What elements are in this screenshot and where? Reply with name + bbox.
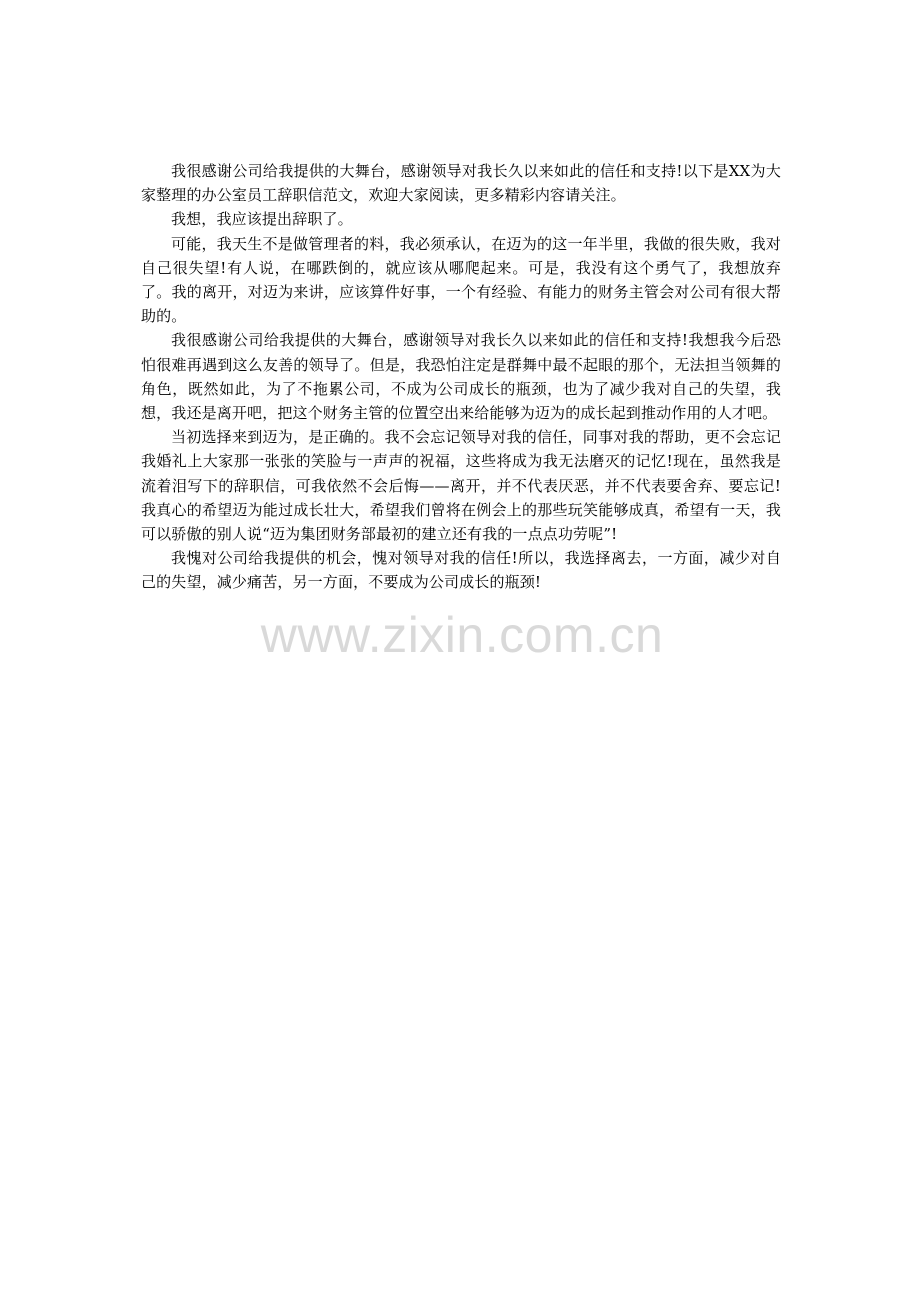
paragraph-conclusion: 我愧对公司给我提供的机会，愧对领导对我的信任!所以，我选择离去，一方面，减少对自己的失望，减少痛苦，另一方面，不要成为公司成长的瓶颈!	[141, 549, 781, 592]
document-body	[141, 159, 781, 595]
paragraph-intro: 我很感谢公司给我提供的大舞台，感谢领导对我长久以来如此的信任和支持!以下是XX为大家整理的办公室员工辞职信范文，欢迎大家阅读，更多精彩内容请关注。	[141, 162, 781, 205]
paragraph-gratitude: 我很感谢公司给我提供的大舞台，感谢领导对我长久以来如此的信任和支持!我想我今后恐怕很难再遇到这么友善的领导了。但是，我恐怕注定是群舞中最不起眼的那个，无法担当领舞的角色，既然如此，为了不拖累公司，不成为公司成长的瓶颈，也为了减少我对自己的失望，我想，我还是离开吧，把这个财务主管的位置空出来给能够为迈为的成长起到推动作用的人才吧。	[141, 331, 781, 423]
paragraph-memories: 当初选择来到迈为，是正确的。我不会忘记领导对我的信任，同事对我的帮助，更不会忘记我婚礼上大家那一张张的笑脸与一声声的祝福，这些将成为我无法磨灭的记忆!现在，虽然我是流着泪写下的辞职信，可我依然不会后悔——离开，并不代表厌恶，并不代表要舍弃、要忘记!我真心的希望迈为能过成长壮大，希望我们曾将在例会上的那些玩笑能够成真，希望有一天，我可以骄傲的别人说“迈为集团财务部最初的建立还有我的一点点功劳呢”!	[141, 428, 781, 544]
paragraph-resign-statement: 我想，我应该提出辞职了。	[171, 210, 353, 229]
paragraph-self-reflection: 可能，我天生不是做管理者的料，我必须承认，在迈为的这一年半里，我做的很失败，我对自己很失望!有人说，在哪跌倒的，就应该从哪爬起来。可是，我没有这个勇气了，我想放弃了。我的离开，对迈为来讲，应该算件好事，一个有经验、有能力的财务主管会对公司有很大帮助的。	[141, 234, 781, 326]
watermark: www.zixin.com.cn	[260, 607, 664, 663]
